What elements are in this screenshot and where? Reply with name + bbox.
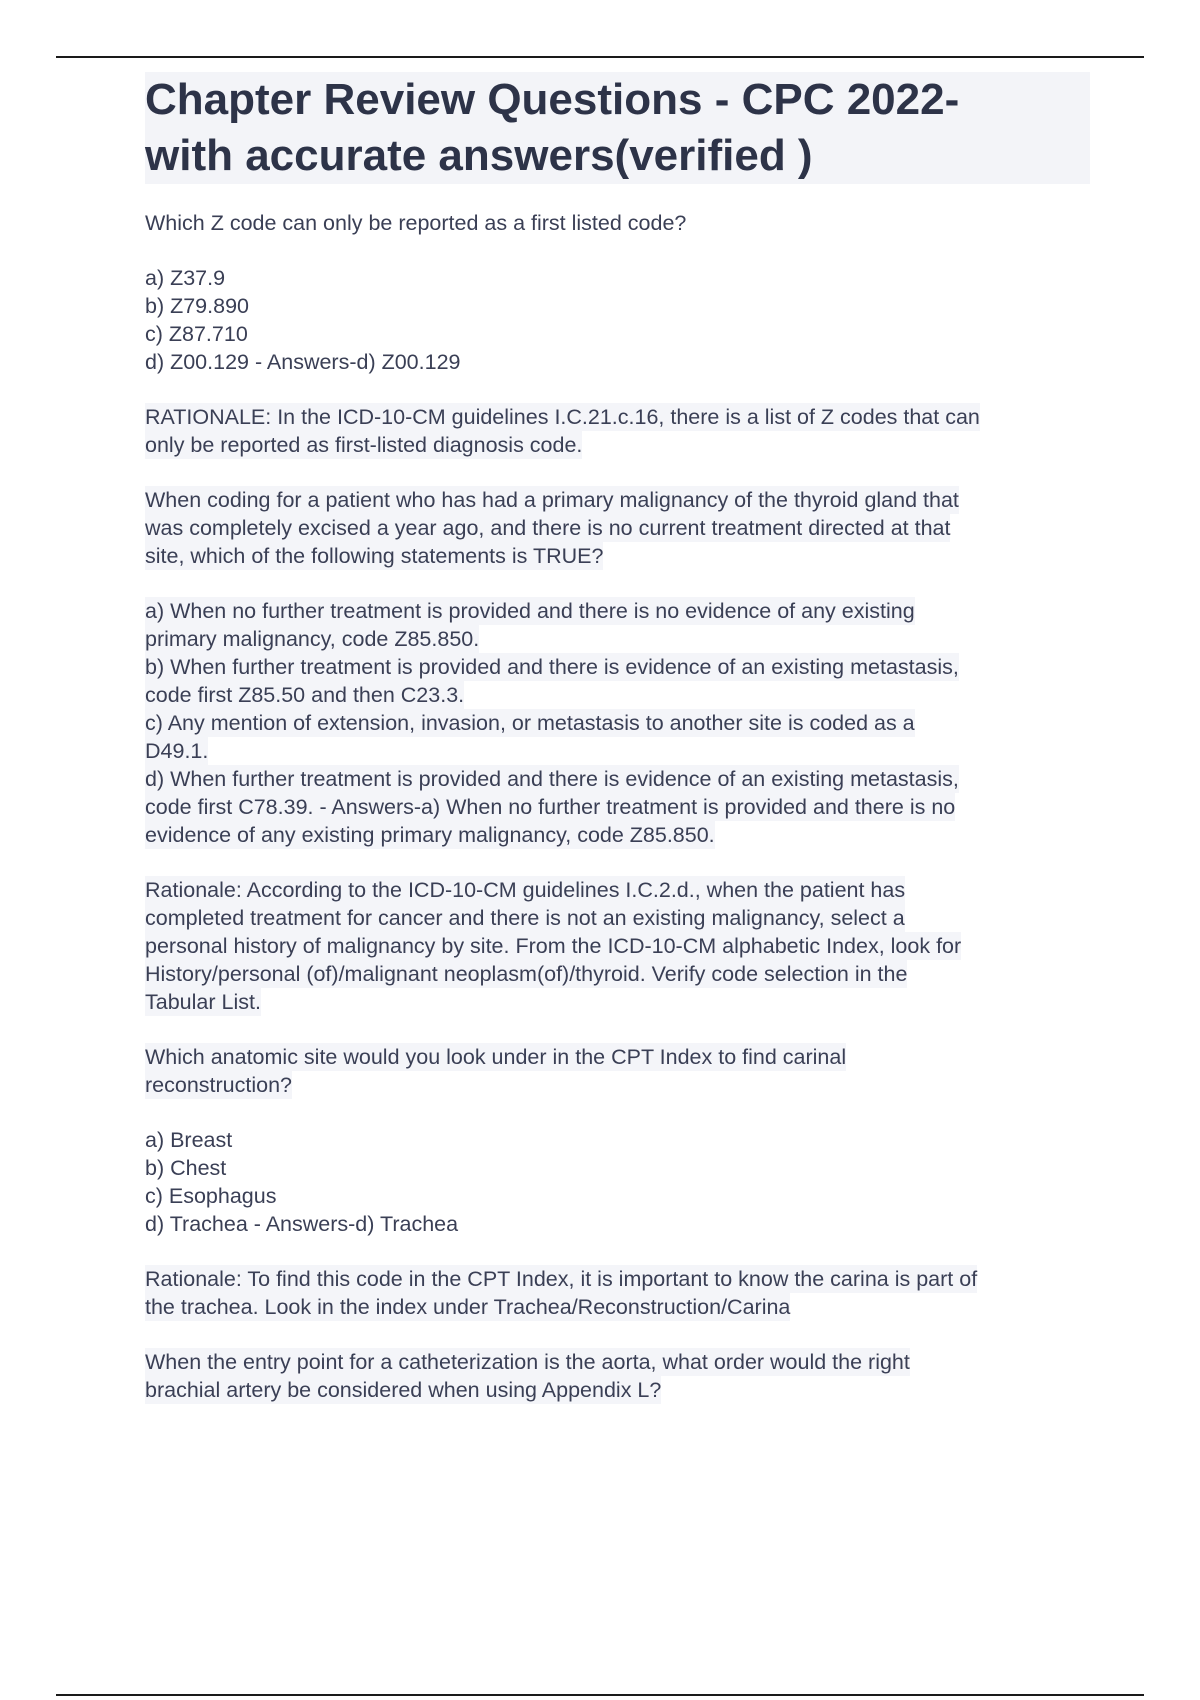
question-2-options (145, 597, 1090, 849)
text-line: code first C78.39. - Answers-a) When no further treatment is provided and there is no (145, 795, 956, 819)
text-line: brachial artery be considered when using Appendix L? (145, 1378, 662, 1402)
option-c: c) Esophagus (145, 1184, 277, 1208)
option-a: a) Z37.9 (145, 266, 226, 290)
text-line: reconstruction? (145, 1073, 292, 1097)
title-line: Chapter Review Questions - CPC 2022- (145, 75, 960, 124)
text-line: d) When further treatment is provided and there is evidence of an existing metastasis, (145, 767, 959, 791)
question-3 (145, 1043, 1090, 1099)
text-line: completed treatment for cancer and there is not an existing malignancy, select a (145, 906, 905, 930)
text-line: c) Any mention of extension, invasion, or metastasis to another site is coded as a (145, 711, 915, 735)
text-line: When the entry point for a catheterization is the aorta, what order would the right (145, 1350, 910, 1374)
top-rule (56, 56, 1144, 58)
text-line: the trachea. Look in the index under Trachea/Reconstruction/Carina (145, 1295, 791, 1319)
text-line: Rationale: To find this code in the CPT Index, it is important to know the carina is part of (145, 1267, 978, 1291)
text-line: site, which of the following statements is TRUE? (145, 544, 604, 568)
text-line: was completely excised a year ago, and there is no current treatment directed at that (145, 516, 951, 540)
question-3-options (145, 1126, 1090, 1238)
document-title (145, 72, 1090, 184)
option-d-answer: d) Trachea - Answers-d) Trachea (145, 1212, 459, 1236)
question-1-options (145, 264, 1090, 376)
option-c: c) Z87.710 (145, 322, 248, 346)
option-a: a) Breast (145, 1128, 233, 1152)
option-b: b) Z79.890 (145, 294, 249, 318)
question-4 (145, 1348, 1090, 1404)
text-line: History/personal (of)/malignant neoplasm(of)/thyroid. Verify code selection in the (145, 962, 908, 986)
option-d-answer: d) Z00.129 - Answers-d) Z00.129 (145, 350, 461, 374)
text-line: Rationale: According to the ICD-10-CM guidelines I.C.2.d., when the patient has (145, 878, 906, 902)
question-2 (145, 486, 1090, 570)
document-body (145, 72, 1090, 1404)
question-1 (145, 209, 1090, 237)
text-line: evidence of any existing primary malignancy, code Z85.850. (145, 823, 715, 847)
text-line: personal history of malignancy by site. From the ICD-10-CM alphabetic Index, look for (145, 934, 962, 958)
text-line: only be reported as first-listed diagnosis code. (145, 433, 583, 457)
option-b: b) Chest (145, 1156, 227, 1180)
text-line: RATIONALE: In the ICD-10-CM guidelines I.C.21.c.16, there is a list of Z codes that can (145, 405, 980, 429)
text-line: b) When further treatment is provided and there is evidence of an existing metastasis, (145, 655, 959, 679)
text-line: code first Z85.50 and then C23.3. (145, 683, 465, 707)
title-line: with accurate answers(verified ) (145, 131, 813, 180)
rationale-2 (145, 876, 1090, 1016)
text-line: Tabular List. (145, 990, 261, 1014)
text-line: Which Z code can only be reported as a first listed code? (145, 211, 687, 235)
text-line: a) When no further treatment is provided and there is no evidence of any existing (145, 599, 915, 623)
text-line: primary malignancy, code Z85.850. (145, 627, 480, 651)
rationale-1 (145, 403, 1090, 459)
text-line: Which anatomic site would you look under in the CPT Index to find carinal (145, 1045, 847, 1069)
text-line: When coding for a patient who has had a primary malignancy of the thyroid gland that (145, 488, 959, 512)
text-line: D49.1. (145, 739, 209, 763)
bottom-rule (56, 1694, 1144, 1696)
rationale-3 (145, 1265, 1090, 1321)
